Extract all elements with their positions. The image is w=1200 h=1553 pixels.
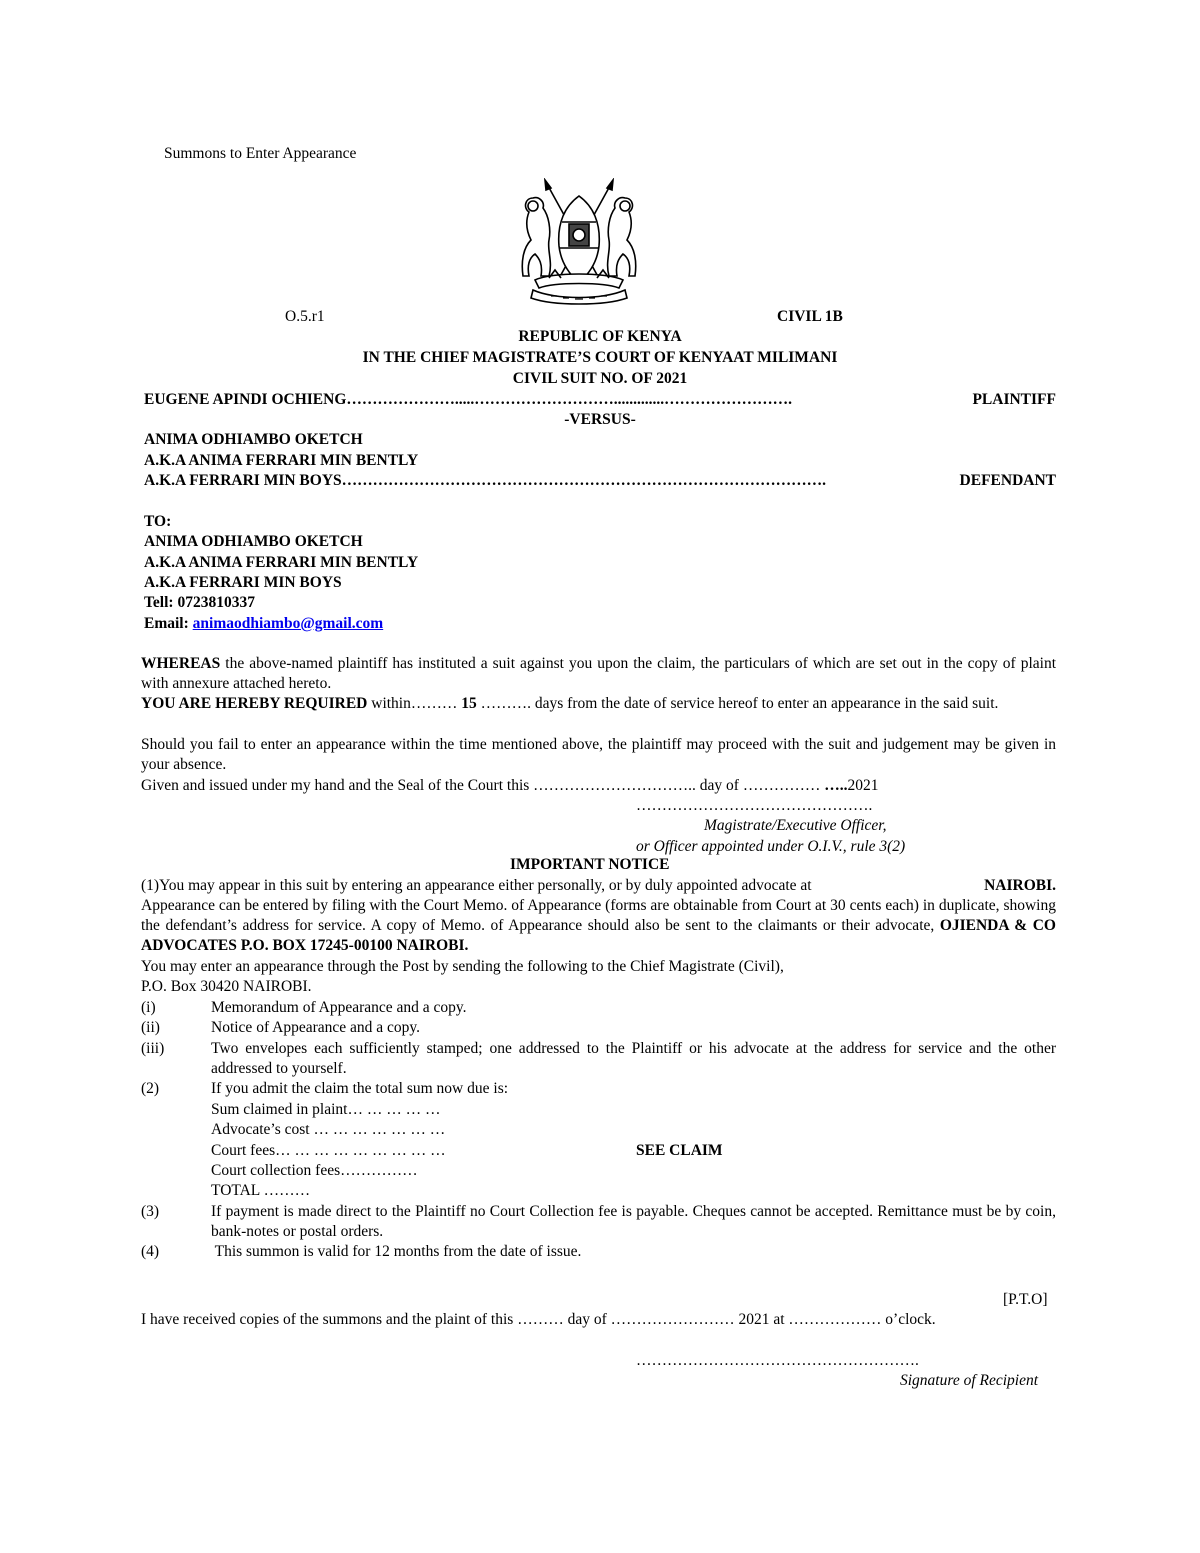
notice-para1-first-line [141,876,1056,896]
cost-total: TOTAL ……… [211,1182,311,1199]
given-issued-line [141,776,878,796]
important-notice-title: IMPORTANT NOTICE [510,856,670,873]
officer-title: Magistrate/Executive Officer, [704,817,887,834]
required-within: within……… [367,695,462,712]
defendant-name: ANIMA ODHIAMBO OKETCH [144,431,363,448]
defendant-line [144,471,1056,491]
form-code: CIVIL 1B [777,308,843,325]
to-label: TO: [144,513,172,530]
to-name: ANIMA ODHIAMBO OKETCH [144,533,363,550]
notice-item-num: (ii) [141,1019,160,1036]
plaintiff-role: PLAINTIFF [972,391,1056,408]
to-telephone: Tell: 0723810337 [144,594,255,611]
admit-text: If you admit the claim the total sum now due is: [211,1080,509,1097]
whereas-label: WHEREAS [141,655,221,672]
defendant-alias-1: A.K.A ANIMA FERRARI MIN BENTLY [144,452,419,469]
officer-authority: or Officer appointed under O.I.V., rule 3(2) [636,838,906,855]
cost-advocate: Advocate’s cost … … … … … … … [211,1121,446,1138]
defendant-alias-2: A.K.A FERRARI MIN BOYS…………………………………………………………………………………. [144,472,827,489]
fail-paragraph: Should you fail to enter an appearance within the time mentioned above, the plaintiff may proceed with the suit and judgement may be given in your absence. [141,736,1056,773]
recipient-signature-label: Signature of Recipient [900,1372,1039,1389]
notice-item-num: (i) [141,999,156,1016]
recipient-signature-dots: ………………………………………………. [636,1352,919,1369]
required-paragraph [141,694,1056,714]
suit-number: CIVIL SUIT NO. OF 2021 [512,370,688,387]
plaintiff-line [144,390,1056,410]
order-reference: O.5.r1 [285,308,325,325]
notice-para1-start: (1)You may appear in this suit by entering an appearance either personally, or by duly appointed advocate at [141,877,812,894]
required-text: ………. days from the date of service hereof to enter an appearance in the said suit. [476,695,999,712]
given-text: Given and issued under my hand and the Seal of the Court this ………………………….. day of …………… [141,777,825,794]
item4-text: This summon is valid for 12 months from the date of issue. [211,1243,582,1260]
required-days: 15 [461,695,477,712]
notice-para1-rest [141,896,1056,956]
pto-label: [P.T.O] [1003,1291,1048,1308]
court-heading: IN THE CHIEF MAGISTRATE’S COURT OF KENYAAT MILIMANI [362,349,838,366]
email-link[interactable]: animaodhiambo@gmail.com [192,615,384,632]
notice-item-num: (iii) [141,1040,165,1057]
officer-signature-dots: ………………………………………. [636,797,873,814]
required-label: YOU ARE HEREBY REQUIRED [141,695,368,712]
to-alias-1: A.K.A ANIMA FERRARI MIN BENTLY [144,554,419,571]
notice-para1-text: Appearance can be entered by filing with the Court Memo. of Appearance (forms are obtainable from Court at 30 cents each) in duplicate, showing the defendant’s address for service. A copy of Memo. of Appearance should also be sent to the claimants or their advocate, [141,897,1056,934]
see-claim-label: SEE CLAIM [636,1142,723,1159]
to-alias-2: A.K.A FERRARI MIN BOYS [144,574,342,591]
given-dots: ….. [824,777,848,794]
defendant-role: DEFENDANT [959,472,1056,489]
notice-post-line-2: P.O. Box 30420 NAIROBI. [141,978,312,995]
item3-num: (3) [141,1203,160,1220]
notice-item-text: Notice of Appearance and a copy. [211,1019,421,1036]
kenya-coat-of-arms-emblem [515,178,643,306]
plaintiff-name: EUGENE APINDI OCHIENG………………….....……………………….............……………………. [144,391,793,408]
admit-num: (2) [141,1080,160,1097]
received-line: I have received copies of the summons and the plaint of this ……… day of …………………… 2021 at ……………… o’clock. [141,1311,936,1328]
header-caption: Summons to Enter Appearance [164,145,357,162]
notice-advocates: OJIENDA & CO ADVOCATES P.O. BOX 17245-00100 NAIROBI. [141,917,1056,954]
whereas-text: the above-named plaintiff has instituted a suit against you upon the claim, the particulars of which are set out in the copy of plaint with annexure attached hereto. [141,655,1056,692]
republic-heading: REPUBLIC OF KENYA [518,328,682,345]
given-year: 2021 [847,777,879,794]
item4-num: (4) [141,1243,160,1260]
email-label: Email: [144,615,189,632]
versus-label: -VERSUS- [564,411,636,428]
to-email-row [144,614,383,634]
cost-court-fees: Court fees… … … … … … … … … [211,1142,446,1159]
cost-collection-fees: Court collection fees…………… [211,1162,418,1179]
item3-text: If payment is made direct to the Plaintiff no Court Collection fee is payable. Cheques cannot be accepted. Remittance must be by coin, bank-notes or postal orders. [211,1203,1056,1240]
notice-item-text: Two envelopes each sufficiently stamped; one addressed to the Plaintiff or his advocate at the address for service and the other addressed to yourself. [211,1040,1056,1077]
notice-post-line-1: You may enter an appearance through the Post by sending the following to the Chief Magistrate (Civil), [141,958,784,975]
cost-sum-claimed: Sum claimed in plaint… … … … … [211,1101,441,1118]
notice-item-text: Memorandum of Appearance and a copy. [211,999,467,1016]
notice-nairobi: NAIROBI. [984,877,1056,894]
whereas-paragraph [141,654,1056,694]
